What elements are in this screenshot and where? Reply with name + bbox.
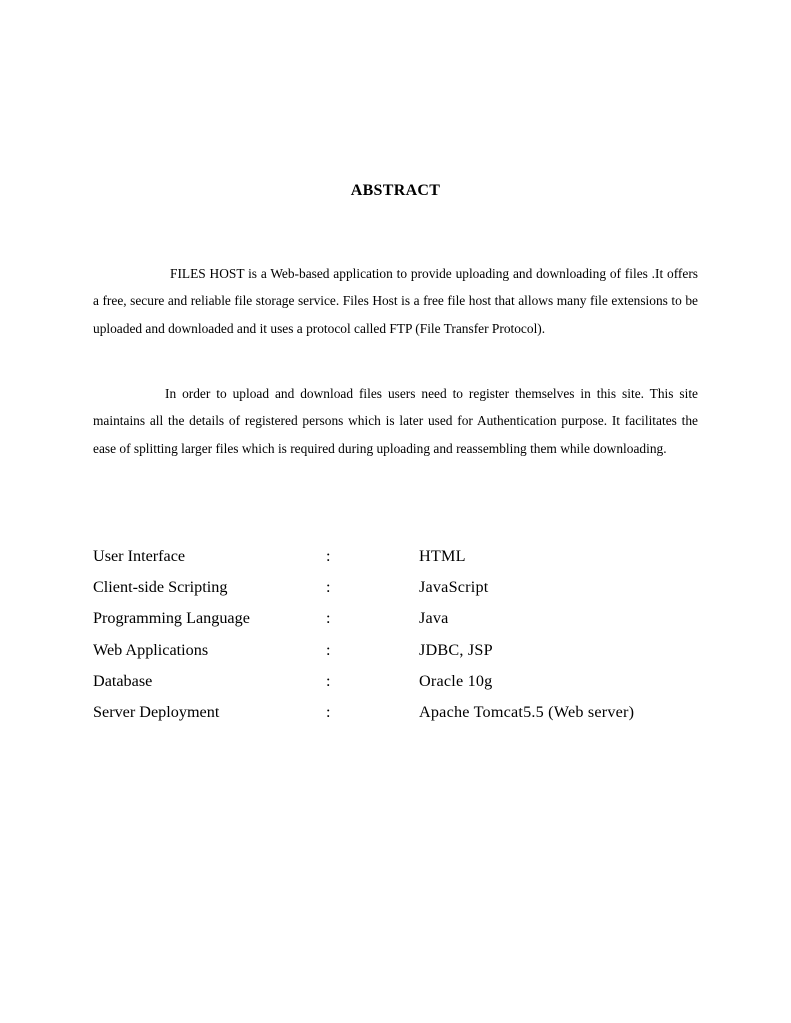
spec-label: Web Applications [93, 640, 209, 659]
spec-separator: : [326, 578, 331, 597]
abstract-paragraph-2: In order to upload and download files users need to register themselves in this site. This site maintains all the details of registered persons which is later used for Authentication purpose. It facilitates the ease of splitting larger files which is required during uploading and reassembling them while downloading. [93, 386, 698, 456]
spec-row-web-applications [93, 635, 713, 666]
spec-separator: : [326, 547, 331, 565]
spec-row-user-interface [93, 541, 713, 572]
spec-separator: : [326, 609, 331, 628]
spec-value: Java [419, 609, 449, 628]
spec-label: Client-side Scripting [93, 578, 228, 597]
abstract-paragraph-1: FILES HOST is a Web-based application to provide uploading and downloading of files .It offers a free, secure and reliable file storage service. Files Host is a free file host that allows many file extensions to be uploaded and downloaded and it uses a protocol called FTP (File Transfer Protocol). [93, 266, 698, 336]
spec-separator: : [326, 640, 331, 659]
spec-label: Database [93, 671, 153, 690]
document-title: ABSTRACT [350, 182, 441, 199]
spec-value: JavaScript [419, 578, 489, 597]
spec-row-database [93, 666, 713, 697]
technology-spec-list [93, 541, 713, 728]
spec-value: Apache Tomcat5.5 (Web server) [419, 702, 635, 721]
spec-row-programming-language [93, 603, 713, 634]
spec-value: Oracle 10g [419, 671, 493, 690]
spec-value: HTML [419, 547, 466, 565]
spec-row-server-deployment [93, 697, 713, 728]
spec-row-client-side-scripting [93, 572, 713, 603]
spec-separator: : [326, 671, 331, 690]
spec-label: Server Deployment [93, 702, 220, 721]
spec-label: User Interface [93, 547, 186, 565]
spec-label: Programming Language [93, 609, 250, 628]
spec-separator: : [326, 702, 331, 721]
spec-value: JDBC, JSP [419, 640, 493, 659]
